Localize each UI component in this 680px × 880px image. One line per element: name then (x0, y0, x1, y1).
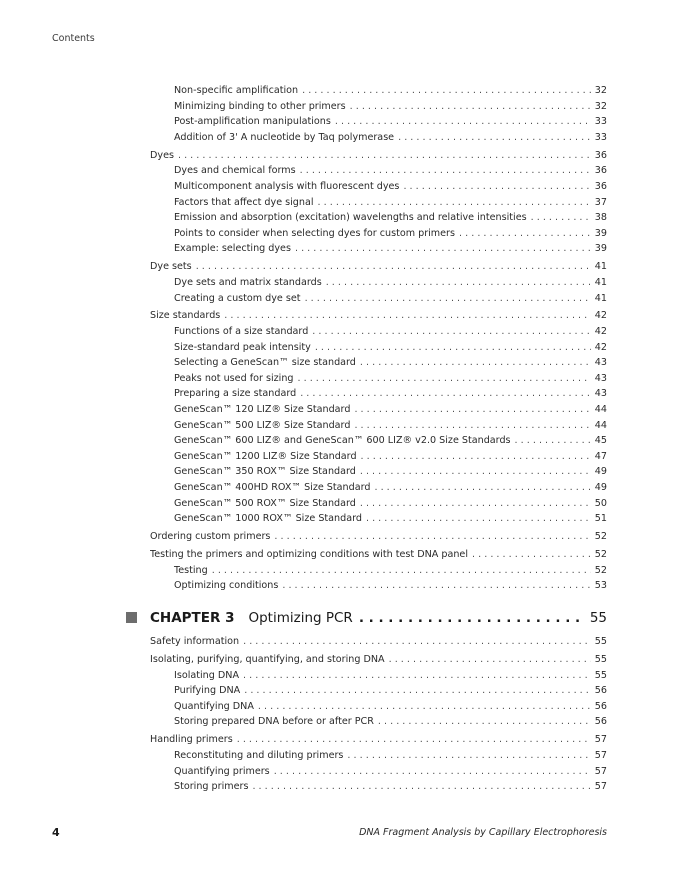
toc-leader-dots (300, 163, 591, 179)
chapter-label: CHAPTER 3 (150, 610, 235, 626)
toc-entry-section[interactable] (150, 529, 607, 545)
toc-entry-title: Selecting a GeneScan™ size standard (174, 357, 356, 369)
toc-leader-dots (312, 324, 590, 340)
chapter-heading[interactable] (150, 607, 607, 629)
toc-entry-title: Dye sets and matrix standards (174, 276, 322, 288)
toc-entry-subsection[interactable] (150, 371, 607, 387)
toc-leader-dots (350, 99, 591, 115)
toc-entry-title: GeneScan™ 350 ROX™ Size Standard (174, 466, 356, 478)
toc-entry-title: Dyes and chemical forms (174, 165, 296, 177)
toc-entry-page: 36 (594, 180, 607, 192)
toc-leader-dots (360, 464, 591, 480)
toc-entry-page: 32 (594, 85, 607, 96)
toc-entry-page: 52 (594, 549, 607, 561)
toc-entry-subsection[interactable] (150, 464, 607, 480)
toc-entry-subsection[interactable] (150, 449, 607, 465)
toc-leader-dots (378, 714, 591, 730)
toc-entry-subsection[interactable] (150, 714, 607, 730)
toc-entry-page: 55 (594, 653, 607, 665)
toc-entry-title: Post-amplification manipulations (174, 116, 331, 128)
toc-entry-subsection[interactable] (150, 195, 607, 211)
toc-entry-subsection[interactable] (150, 386, 607, 402)
toc-entry-title: Ordering custom primers (150, 531, 271, 543)
toc-leader-dots (354, 418, 590, 434)
toc-entry-page: 43 (594, 372, 607, 384)
toc-entry-title: Emission and absorption (excitation) wavelengths and relative intensities (174, 212, 527, 224)
toc-entry-subsection[interactable] (150, 179, 607, 195)
running-head: Contents (52, 33, 95, 44)
toc-entry-page: 36 (594, 149, 607, 161)
toc-leader-dots (459, 226, 591, 242)
toc-entry-title: Points to consider when selecting dyes for custom primers (174, 227, 456, 239)
toc-entry-page: 56 (594, 716, 607, 728)
toc-entry-title: Dye sets (150, 261, 192, 273)
toc-entry-subsection[interactable] (150, 226, 607, 242)
toc-entry-title: Storing prepared DNA before or after PCR (174, 716, 374, 728)
toc-entry-title: Purifying DNA (174, 685, 241, 697)
toc-leader-dots (515, 433, 591, 449)
toc-leader-dots (398, 130, 591, 146)
toc-entry-page: 51 (594, 513, 607, 525)
toc-entry-title: Isolating DNA (174, 669, 240, 681)
toc-leader-dots (196, 259, 591, 275)
toc-leader-dots (302, 83, 591, 99)
toc-entry-page: 33 (594, 116, 607, 128)
toc-entry-page: 38 (594, 212, 607, 224)
toc-entry-title: Peaks not used for sizing (174, 372, 294, 384)
toc-entry-page: 49 (594, 466, 607, 478)
toc-leader-dots (318, 195, 591, 211)
toc-entry-subsection[interactable] (150, 748, 607, 764)
toc-entry-subsection[interactable] (150, 480, 607, 496)
toc-leader-dots (274, 764, 591, 780)
toc-entry-section[interactable] (150, 148, 607, 164)
toc-leader-dots (354, 402, 590, 418)
toc-leader-dots (258, 699, 591, 715)
chapter-page-number: 55 (589, 610, 607, 626)
toc-leader-dots (178, 148, 591, 164)
toc-entry-title: Testing the primers and optimizing conditions with test DNA panel (150, 549, 469, 561)
toc-entry-subsection[interactable] (150, 683, 607, 699)
toc-leader-dots (298, 371, 591, 387)
toc-entry-subsection[interactable] (150, 130, 607, 146)
toc-entry-title: Optimizing conditions (174, 580, 279, 592)
toc-leader-dots (366, 511, 591, 527)
toc-entry-subsection[interactable] (150, 241, 607, 257)
toc-entry-title: Safety information (150, 636, 240, 647)
toc-entry-page: 42 (594, 326, 607, 338)
toc-entry-section[interactable] (150, 308, 607, 324)
toc-leader-dots (326, 275, 591, 291)
toc-leader-dots (295, 241, 591, 257)
toc-leader-dots (361, 449, 591, 465)
toc-entry-subsection[interactable] (150, 114, 607, 130)
toc-leader-dots (252, 779, 590, 795)
toc-entry-section[interactable] (150, 259, 607, 275)
toc-entry-page: 42 (594, 310, 607, 322)
toc-entry-title: Handling primers (150, 734, 233, 746)
toc-entry-page: 39 (594, 227, 607, 239)
toc-entry-subsection[interactable] (150, 511, 607, 527)
toc-entry-title: Creating a custom dye set (174, 292, 301, 304)
toc-entry-page: 57 (594, 749, 607, 761)
toc-entry-page: 41 (594, 261, 607, 273)
toc-entry-page: 39 (594, 243, 607, 255)
toc-entry-subsection[interactable] (150, 563, 607, 579)
toc-entry-section[interactable] (150, 547, 607, 563)
toc-leader-dots (531, 210, 591, 226)
toc-leader-dots (472, 547, 591, 563)
toc-entry-title: Factors that affect dye signal (174, 196, 314, 208)
chapter-title: Optimizing PCR (248, 610, 353, 626)
toc-entry-title: Quantifying primers (174, 765, 270, 777)
toc-entry-subsection[interactable] (150, 779, 607, 795)
toc-entry-page: 49 (594, 482, 607, 494)
toc-entry-title: Minimizing binding to other primers (174, 100, 346, 112)
toc-entry-title: GeneScan™ 600 LIZ® and GeneScan™ 600 LIZ® v2.0 Size Standards (174, 435, 511, 447)
toc-entry-page: 41 (594, 276, 607, 288)
toc-entry-title: Storing primers (174, 781, 249, 793)
toc-entry-subsection[interactable] (150, 163, 607, 179)
toc-leader-dots (212, 563, 591, 579)
toc-entry-subsection[interactable] (150, 99, 607, 115)
toc-entry-page: 37 (594, 196, 607, 208)
toc-entry-title: Non-specific amplification (174, 85, 299, 96)
toc-entry-section[interactable] (150, 652, 607, 668)
toc-section-after (150, 634, 607, 795)
toc-entry-title: Isolating, purifying, quantifying, and storing DNA (150, 653, 385, 665)
toc-entry-subsection[interactable] (150, 764, 607, 780)
toc-leader-dots (224, 308, 590, 324)
toc-entry-page: 41 (594, 292, 607, 304)
toc-leader-dots (274, 529, 590, 545)
toc-entry-subsection[interactable] (150, 578, 607, 594)
toc-leader-dots (305, 291, 591, 307)
toc-entry-page: 36 (594, 165, 607, 177)
toc-leader-dots (243, 668, 591, 684)
toc-entry-subsection[interactable] (150, 210, 607, 226)
toc-entry-title: GeneScan™ 500 LIZ® Size Standard (174, 419, 351, 431)
footer-page-number: 4 (52, 826, 60, 839)
toc-leader-dots (335, 114, 591, 130)
toc-entry-title: GeneScan™ 1000 ROX™ Size Standard (174, 513, 362, 525)
toc-entry-page: 55 (594, 636, 607, 647)
chapter-bullet-icon (126, 612, 137, 623)
toc-entry-page: 33 (594, 131, 607, 143)
toc-leader-dots (360, 355, 591, 371)
toc-entry-page: 42 (594, 341, 607, 353)
toc-entry-title: Multicomponent analysis with fluorescent dyes (174, 180, 400, 192)
toc-entry-subsection[interactable] (150, 355, 607, 371)
toc-entry-page: 43 (594, 388, 607, 400)
toc-entry-subsection[interactable] (150, 291, 607, 307)
toc-entry-title: Size-standard peak intensity (174, 341, 311, 353)
toc-entry-page: 53 (594, 580, 607, 592)
toc-entry-title: GeneScan™ 400HD ROX™ Size Standard (174, 482, 371, 494)
toc-leader-dots (347, 748, 590, 764)
toc-entry-page: 56 (594, 700, 607, 712)
toc-entry-title: Reconstituting and diluting primers (174, 749, 344, 761)
toc-entry-page: 56 (594, 685, 607, 697)
toc-leader-dots (389, 652, 591, 668)
toc-entry-title: Preparing a size standard (174, 388, 297, 400)
toc-entry-subsection[interactable] (150, 83, 607, 99)
toc-entry-subsection[interactable] (150, 402, 607, 418)
toc-entry-subsection[interactable] (150, 275, 607, 291)
toc-leader-dots (315, 340, 591, 356)
toc-entry-subsection[interactable] (150, 324, 607, 340)
toc-entry-title: GeneScan™ 1200 LIZ® Size Standard (174, 450, 357, 462)
toc-leader-dots (237, 732, 591, 748)
toc-entry-subsection[interactable] (150, 433, 607, 449)
toc-leader-dots (244, 683, 591, 699)
toc-leader-dots (243, 634, 591, 650)
toc-entry-page: 44 (594, 404, 607, 416)
footer-book-title: DNA Fragment Analysis by Capillary Electrophoresis (359, 827, 607, 838)
toc-entry-title: Functions of a size standard (174, 326, 309, 338)
toc-entry-subsection[interactable] (150, 699, 607, 715)
toc-entry-page: 57 (594, 781, 607, 793)
toc-leader-dots (282, 578, 590, 594)
toc-entry-title: Testing (174, 564, 208, 576)
toc-entry-page: 43 (594, 357, 607, 369)
toc-leader-dots (403, 179, 590, 195)
toc-leader-dots (374, 480, 590, 496)
toc-entry-title: Size standards (150, 310, 221, 322)
toc-entry-page: 47 (594, 450, 607, 462)
toc-entry-subsection[interactable] (150, 340, 607, 356)
chapter-leader-dots (359, 607, 582, 629)
toc-entry-title: GeneScan™ 120 LIZ® Size Standard (174, 404, 351, 416)
toc-entry-subsection[interactable] (150, 496, 607, 512)
toc-section-before (150, 83, 607, 594)
toc-entry-title: Quantifying DNA (174, 700, 254, 712)
toc-entry-section[interactable] (150, 732, 607, 748)
toc-entry-title: Dyes (150, 149, 174, 161)
toc-entry-title: Example: selecting dyes (174, 243, 291, 255)
toc-entry-title: Addition of 3' A nucleotide by Taq polymerase (174, 131, 395, 143)
toc-entry-page: 52 (594, 531, 607, 543)
toc-entry-section[interactable] (150, 634, 607, 650)
toc-entry-page: 50 (594, 497, 607, 509)
toc-entry-title: GeneScan™ 500 ROX™ Size Standard (174, 497, 356, 509)
toc-entry-subsection[interactable] (150, 418, 607, 434)
toc-entry-page: 57 (594, 765, 607, 777)
toc-entry-subsection[interactable] (150, 668, 607, 684)
toc-entry-page: 32 (594, 100, 607, 112)
toc-leader-dots (360, 496, 591, 512)
toc-entry-page: 44 (594, 419, 607, 431)
toc-entry-page: 52 (594, 564, 607, 576)
toc-entry-page: 55 (594, 669, 607, 681)
toc-entry-page: 57 (594, 734, 607, 746)
toc-entry-page: 45 (594, 435, 607, 447)
toc-leader-dots (300, 386, 591, 402)
